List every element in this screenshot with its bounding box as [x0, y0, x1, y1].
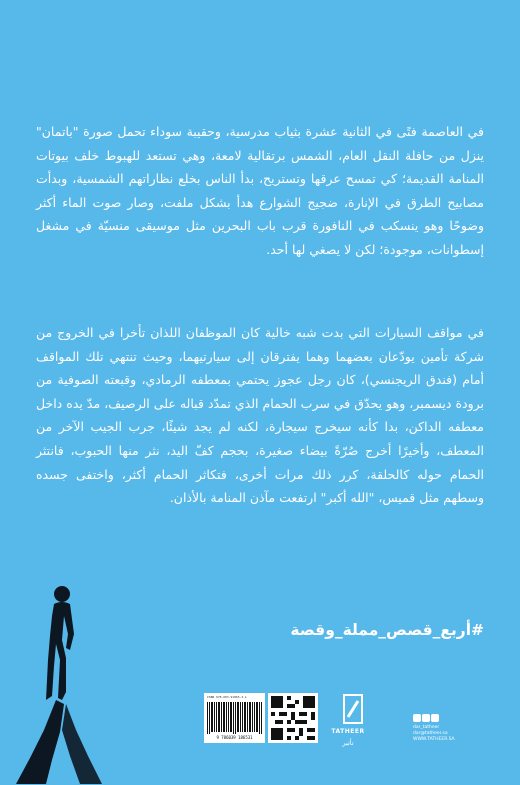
- qr-code-icon: [271, 696, 315, 740]
- tatheer-logo-icon: [342, 693, 364, 725]
- hashtag: #أربع_قصص_مملة_وقصة: [290, 621, 484, 639]
- walking-man-silhouette: [0, 580, 180, 785]
- social-icons: [413, 714, 439, 722]
- publisher-name-en: TATHEER: [331, 728, 365, 735]
- snapchat-icon: [431, 714, 439, 722]
- publisher-name-ar: تأثير: [342, 739, 354, 747]
- synopsis-paragraph-2: في مواقف السيارات التي بدت شبه خالية كان الموظفان اللذان تأخرا في الخروج من شركة تأمين يودّعان بعضهما وهما يفترقان إلى سيارتيهما، وحيث تنتهي تلك المواقف أمام (فندق الريجنسي)، كان رجل عجوز يحتمي بمعطفه الرمادي، وقبعته الصوفية من برودة ديسمبر، وهو يحدّق في سرب الحمام الذي تمدّد قباله على الرصيف، مدّ يده داخل معطفه الداكن، بدا كأنه سيخرج سيجارة، لكنه لم يجد شيئًا، جرب الجيب الآخر من المعطف، وأخيرًا أخرج صُرّةً بيضاء صغيرة، بحجم كفّ اليد، نثر منها الحبوب، فانتثر الحمام حوله كالحلقة، كرر ذلك مرات أخرى، فتكاثر الحمام أكثر، واختفى جسده وسطهم مثل قميس، "الله أكبر" ارتفعت مآذن المنامة بالأذان.: [36, 325, 484, 506]
- instagram-icon: [413, 714, 421, 722]
- barcode-number: 9 786039 186531: [216, 735, 253, 740]
- synopsis-paragraph-1: في العاصمة فتًى في الثانية عشرة بثياب مدرسية، وحقيبة سوداء تحمل صورة "باتمان" ينزل من حافلة النقل العام، الشمس برتقالية لامعة، وهي تستعد للهبوط خلف بيوتات المنامة القديمة؛ كي تمسح عرقها وتستريح، بدأ الناس بخلع نظاراتهم الشمسية، وبدأت مصابيح الطرق في الإنارة، ضجيج الشوارع هدأ بشكل ملفت، وصار صوت الماء أكثر وضوحًا وهو ينسكب في النافورة قرب باب البحرين مثل موسيقى منسيّة في مشغل إسطوانات، موجودة؛ لكن لا يصغي لها أحد.: [36, 124, 484, 257]
- twitter-icon: [422, 714, 430, 722]
- isbn-text: ISBN 978-603-91865-3-1: [207, 695, 247, 699]
- social-handle: dar_tatheer: [413, 725, 440, 730]
- website: WWW.TATHEER.SA: [413, 737, 455, 742]
- contact-email: dar@tatheer.sa: [413, 731, 448, 736]
- barcode: [207, 702, 262, 734]
